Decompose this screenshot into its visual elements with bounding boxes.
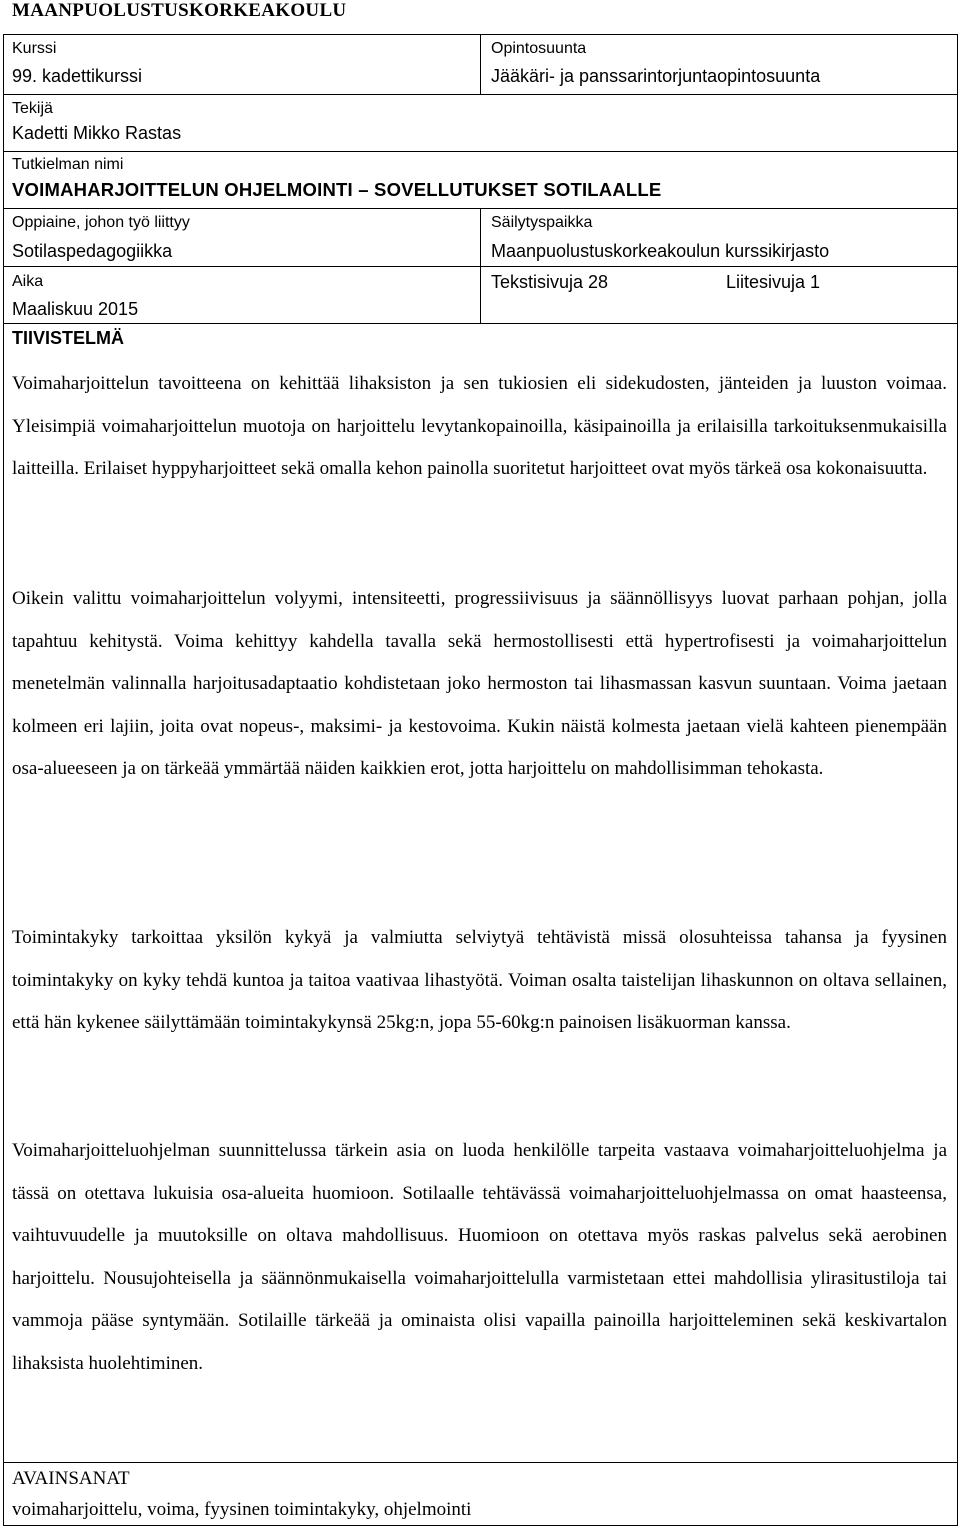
row-divider bbox=[3, 151, 958, 152]
keywords-value: voimaharjoittelu, voima, fyysinen toimintakyky, ohjelmointi bbox=[12, 1499, 472, 1520]
keywords-label: AVAINSANAT bbox=[12, 1468, 130, 1489]
abstract-heading: TIIVISTELMÄ bbox=[12, 328, 124, 348]
row-divider bbox=[3, 94, 958, 95]
row-divider bbox=[3, 1462, 958, 1463]
abstract-paragraph: Oikein valittu voimaharjoittelun volyymi, intensiteetti, progressiivisuus ja säännöllisyys luovat parhaan pohjan, jolla tapahtuu kehitystä. Voima kehittyy kahdella tavalla sekä hermostollisesti että hypertrofisesti ja voimaharjoittelun menetelmän valinnalla harjoitusadaptaatio kohdistetaan joko hermoston tai lihasmassan kasvun suuntaan. Voima jaetaan kolmeen eri lajiin, joita ovat nopeus-, maksimi- ja kestovoima. Kukin näistä kolmesta jaetaan vielä kahteen pienempään osa-alueeseen ja on tärkeää ymmärtää näiden kaikkien erot, jotta harjoittelu on mahdollisimman tehokasta. bbox=[12, 588, 947, 780]
storage-label: Säilytyspaikka bbox=[491, 214, 593, 231]
thesis-title-label: Tutkielman nimi bbox=[12, 156, 124, 173]
study-line-label: Opintosuunta bbox=[491, 40, 587, 57]
abstract-paragraph: Voimaharjoittelun tavoitteena on kehittää lihaksiston ja sen tukiosien eli sidekudosten, jänteiden ja luuston voimaa. Yleisimpiä voimaharjoittelun muotoja on harjoittelu levytankopainoilla, käsipainoilla ja erilaisilla tarkoituksenmukaisilla laitteilla. Erilaiset hyppyharjoitteet sekä omalla kehon painolla suoritetut harjoitteet ovat myös tärkeä osa kokonaisuutta. bbox=[12, 373, 947, 480]
thesis-title-value: VOIMAHARJOITTELUN OHJELMOINTI – SOVELLUTUKSET SOTILAALLE bbox=[12, 179, 662, 200]
author-label: Tekijä bbox=[12, 100, 53, 117]
abstract-paragraph: Voimaharjoitteluohjelman suunnittelussa tärkein asia on luoda henkilölle tarpeita vastaava voimaharjoitteluohjelma ja tässä on otettava lukuisia osa-alueita huomioon. Sotilaalle tehtävässä voimaharjoitteluohjelmassa on omat haasteensa, vaihtuvuudelle ja muutoksille on oltava mahdollisuus. Huomioon on otettava myös raskas palvelus sekä aerobinen harjoittelu. Nousujohteisella ja säännönmukaisella voimaharjoittelulla varmistetaan ettei mahdollisia ylirasitustiloja tai vammoja pääse syntymään. Sotilaille tärkeää ja ominaista olisi vapailla painoilla harjoitteleminen sekä keskivartalon lihaksista huolehtiminen. bbox=[12, 1140, 947, 1374]
date-label: Aika bbox=[12, 273, 44, 290]
appendix-pages: Liitesivuja 1 bbox=[726, 272, 821, 292]
author-value: Kadetti Mikko Rastas bbox=[12, 123, 182, 143]
study-line-value: Jääkäri- ja panssarintorjuntaopintosuunta bbox=[491, 66, 821, 86]
column-divider bbox=[480, 34, 481, 94]
row-divider bbox=[3, 323, 958, 324]
subject-value: Sotilaspedagogiikka bbox=[12, 241, 173, 261]
date-value: Maaliskuu 2015 bbox=[12, 299, 139, 319]
column-divider bbox=[480, 208, 481, 323]
subject-label: Oppiaine, johon työ liittyy bbox=[12, 214, 190, 231]
storage-value: Maanpuolustuskorkeakoulun kurssikirjasto bbox=[491, 241, 830, 261]
abstract-paragraph: Toimintakyky tarkoittaa yksilön kykyä ja valmiutta selviytyä tehtävistä missä olosuhteissa tahansa ja fyysinen toimintakyky on kyky tehdä kuntoa ja taitoa vaativaa lihastyötä. Voiman osalta taistelijan lihaskunnon on oltava sellainen, että hän kykenee säilyttämään toimintakykynsä 25kg:n, jopa 55-60kg:n painoisen lisäkuorman kanssa. bbox=[12, 927, 947, 1034]
university-name: MAANPUOLUSTUSKORKEAKOULU bbox=[12, 0, 347, 21]
course-value: 99. kadettikurssi bbox=[12, 66, 143, 86]
text-pages: Tekstisivuja 28 bbox=[491, 272, 609, 292]
course-label: Kurssi bbox=[12, 40, 57, 57]
